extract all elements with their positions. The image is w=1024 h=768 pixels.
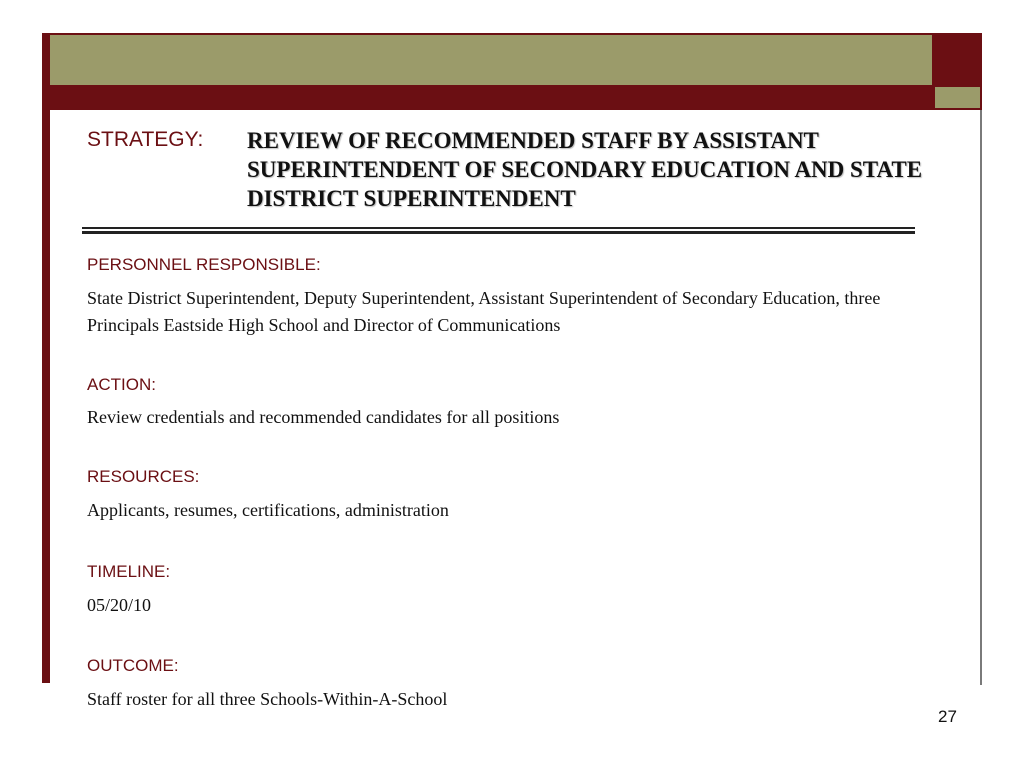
timeline-heading: TIMELINE:	[87, 562, 171, 581]
right-frame-line	[980, 110, 982, 685]
resources-text: Applicants, resumes, certifications, administration	[87, 500, 449, 520]
header-maroon-band	[42, 85, 932, 110]
personnel-heading: PERSONNEL RESPONSIBLE:	[87, 255, 321, 274]
personnel-text: State District Superintendent, Deputy Superintendent, Assistant Superintendent of Secondary Education, three Principals Eastside High School and Director of Communications	[87, 288, 881, 335]
outcome-text: Staff roster for all three Schools-Within-A-School	[87, 689, 448, 709]
resources-heading: RESOURCES:	[87, 467, 200, 486]
page-number: 27	[938, 707, 957, 726]
strategy-label: STRATEGY:	[87, 128, 204, 151]
title-divider-thick	[82, 231, 915, 234]
action-text: Review credentials and recommended candidates for all positions	[87, 407, 560, 427]
timeline-text: 05/20/10	[87, 595, 152, 615]
header-olive-band	[42, 33, 932, 85]
strategy-text: REVIEW OF RECOMMENDED STAFF BY ASSISTANT SUPERINTENDENT OF SECONDARY EDUCATION AND STATE DISTRICT SUPERINTENDENT	[247, 128, 923, 211]
left-frame-bar	[42, 33, 50, 683]
outcome-heading: OUTCOME:	[87, 656, 179, 675]
action-heading: ACTION:	[87, 375, 156, 394]
title-divider	[82, 227, 915, 229]
header-corner-inner	[935, 87, 980, 108]
header-corner-block	[932, 33, 982, 85]
